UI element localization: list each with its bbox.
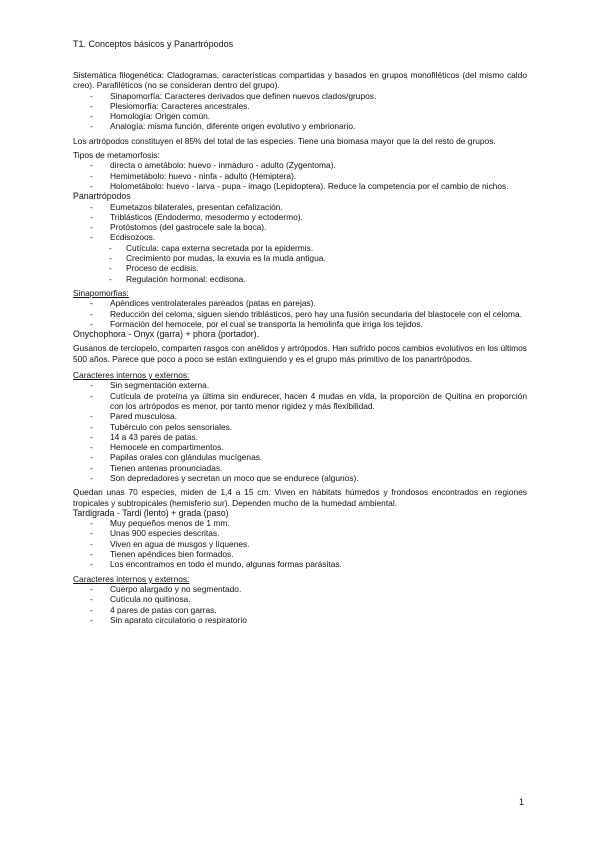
list-item: - Unas 900 especies descritas. xyxy=(73,528,527,538)
sub-list-item: - Regulación hormonal: ecdisona. xyxy=(73,274,527,284)
list-item: - Hemimetábolo: huevo - ninfa - adulto (Hemiptera). xyxy=(73,171,527,181)
list-item: - Tubérculo con pelos sensoriales. xyxy=(73,422,527,432)
tardigrada-list xyxy=(73,518,527,569)
panartropodos-heading: Panartrópodos xyxy=(73,191,131,202)
metamorfosis-list xyxy=(73,160,527,191)
sinapomorfias-heading: Sinapomorfias: xyxy=(73,287,129,298)
onychophora-habitat: Quedan unas 70 especies, miden de 1,4 a 15 cm. Viven en hábitats húmedos y frondosos encontrados en regiones tropicales y subtropicales (hemisferio sur). Dependen mucho de la humedad ambiental. xyxy=(73,487,527,508)
onychophora-caracteres-list xyxy=(73,380,527,483)
sub-list-item: - Crecimiento por mudas, la exuvia es la muda antigua. xyxy=(73,253,527,263)
list-item: - Holometábolo: huevo - larva - pupa - imago (Lepidoptera). Reduce la competencia por el cambio de nichos. xyxy=(73,181,527,191)
sub-list-item: - Proceso de ecdisis. xyxy=(73,263,527,273)
document-body xyxy=(73,70,527,625)
ecdisozoos-sublist xyxy=(73,243,527,284)
sub-list-item: - Cutícula: capa externa secretada por la epidermis. xyxy=(73,243,527,253)
list-item: - Analogía: misma función, diferente origen evolutivo y embrionario. xyxy=(73,121,527,131)
sistematica-list xyxy=(73,91,527,132)
list-item: - Homología: Origen común. xyxy=(73,111,527,121)
list-item: - Pared musculosa. xyxy=(73,411,527,421)
list-item: - Sinapomorfía: Caracteres derivados que definen nuevos clados/grupos. xyxy=(73,91,527,101)
onychophora-caracteres-heading: Caracteres internos y externos: xyxy=(73,370,190,381)
tardigrada-caracteres-heading: Caracteres internos y externos: xyxy=(73,573,190,584)
list-item: - 14 a 43 pares de patas. xyxy=(73,432,527,442)
list-item: - Muy pequeños menos de 1 mm. xyxy=(73,518,527,528)
sinapomorfias-list xyxy=(73,298,527,329)
page-header-title: T1. Conceptos básicos y Panartrópodos xyxy=(73,39,234,49)
list-item: - directa o ametábolo: huevo - inmaduro - adulto (Zygentoma). xyxy=(73,160,527,170)
list-item: - Sin segmentación externa. xyxy=(73,380,527,390)
list-item: - Cutícula de proteína ya última sin endurecer, hacen 4 mudas en vida, la proporción de Quitina en proporción con los artrópodos es menor, por tanto menor rigidez y más flexibilidad. xyxy=(73,391,527,412)
list-item: - Viven en agua de musgos y líquenes. xyxy=(73,539,527,549)
list-item: - Formación del hemocele, por el cual se transporta la hemolinfa que irriga los tejidos. xyxy=(73,319,527,329)
list-item: - Tienen apéndices bien formados. xyxy=(73,549,527,559)
panartropodos-list xyxy=(73,202,527,243)
metamorfosis-title: Tipos de metamorfosis: xyxy=(73,150,160,161)
tardigrada-caracteres-list xyxy=(73,584,527,625)
list-item: - Son depredadores y secretan un moco que se endurece (algunos). xyxy=(73,473,527,483)
list-item: - Plesiomorfía: Caracteres ancestrales. xyxy=(73,101,527,111)
list-item: - Cuerpo alargado y no segmentado. xyxy=(73,584,527,594)
sistematica-intro: Sistemática filogenética: Cladogramas, características compartidas y basados en grupos monofiléticos (del mismo caldo creo). Parafiléticos (no se consideran dentro del grupo). xyxy=(73,70,527,91)
list-item: - Sin aparato circulatorio o respiratorio xyxy=(73,615,527,625)
onychophora-description: Gusanos de terciopelo, comparten rasgos con anélidos y artrópodos. Han sufrido pocos cambios evolutivos en los últimos 500 años. Parece que poco a poco se están extinguiendo y es el grupo más primitivo de los panartrópodos. xyxy=(73,343,527,364)
list-item: - Hemocele en compartimentos. xyxy=(73,442,527,452)
list-item: - Cutícula no quitinosa. xyxy=(73,594,527,604)
list-item: - Triblásticos (Endodermo, mesodermo y ectodermo). xyxy=(73,212,527,222)
list-item: - 4 pares de patas con garras. xyxy=(73,605,527,615)
list-item: - Los encontramos en todo el mundo, algunas formas parásitas. xyxy=(73,559,527,569)
list-item: - Reducción del celoma, siguen siendo triblásticos, pero hay una fusión secundaria del blastocele con el celoma. xyxy=(73,309,527,319)
artropodos-paragraph: Los artrópodos constituyen el 85% del total de las especies. Tiene una biomasa mayor que la del resto de grupos. xyxy=(73,135,496,146)
list-item: - Papilas orales con glándulas mucígenas. xyxy=(73,452,527,462)
page-number: 1 xyxy=(519,797,525,807)
list-item: - Apéndices ventrolaterales pareados (patas en parejas). xyxy=(73,298,527,308)
list-item: - Protóstomos (del gastrocele sale la boca). xyxy=(73,222,527,232)
list-item: - Ecdisozoos. xyxy=(73,232,527,242)
list-item: - Eumetazos bilaterales, presentan cefalización. xyxy=(73,202,527,212)
list-item: - Tienen antenas pronunciadas. xyxy=(73,463,527,473)
tardigrada-heading: Tardigrada - Tardi (lento) + grada (paso) xyxy=(73,507,229,518)
onychophora-heading: Onychophora - Onyx (garra) + phora (portador). xyxy=(73,329,260,340)
